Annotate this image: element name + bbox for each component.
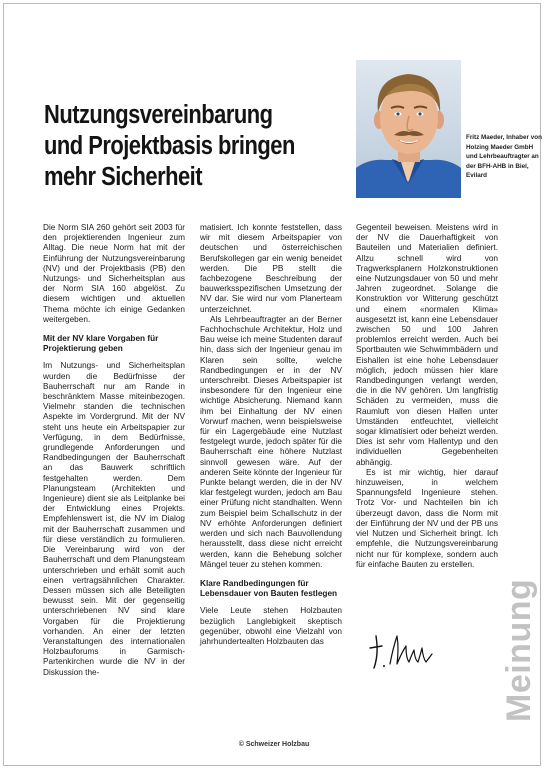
body-paragraph: Viele Leute stehen Holzbauten bezüglich Langlebigkeit skeptisch gegenüber, obwohl eine Vielzahl von jahrhundertealten Holzbauten das <box>200 606 342 646</box>
text-column-3 <box>356 223 498 570</box>
body-paragraph: Als Lehrbeauftragter an der Berner Fachhochschule Architektur, Holz und Bau weise ich meine Studenten darauf hin, dass sich der Ingenieur genau im Klaren sein sollte, welche Randbedingungen er in der NV unterschreibt. Dieses Arbeitspapier ist insbesondere für den Ingenieur eine wichtige Absicherung. Niemand kann ihm bei Einhaltung der NV einen Vorwurf machen, wenn beispielsweise für ein Lagergebäude eine Nutzlast festgelegt wurde, jedoch später für die Bauherrschaft eine höhere Nutzlast sinnvoll gewesen wäre. Auf der anderen Seite könnte der Ingenieur für Punkte belangt werden, die in der NV klar festgelegt wurden, jedoch am Bau einer Prüfung nicht standhalten. Wenn zum Beispiel beim Schallschutz in der NV erhöhte Anforderungen definiert werden und sich nach Bauvollendung herausstellt, dass diese nicht erreicht werden, kann die Behebung solcher Mängel teuer zu stehen kommen. <box>200 314 342 569</box>
intro-paragraph: Die Norm SIA 260 gehört seit 2003 für den projektierenden Ingenieur zum Alltag. Die neue Norm hat mit der Einführung der Nutzungsvereinbarung (NV) und der Projektbasis (PB) den Nutzungs- und Sicherheitsplan aus der Norm SIA 160 abgelöst. Zu diesem wichtigen und aktuellen Thema möchte ich einige Gedanken weitergeben. <box>43 223 185 324</box>
author-signature <box>366 628 436 672</box>
section-heading-lebensdauer: Klare Randbedingungen für Lebensdauer von Bauten festlegen <box>200 578 338 599</box>
text-column-2 <box>200 223 342 647</box>
body-paragraph: Es ist mir wichtig, hier darauf hinzuweisen, in welchem Spannungsfeld Ingenieure stehen. Trotz Vor- und Nachteilen bin ich überzeugt davon, dass die Norm mit der Einführung der NV und der PB uns viel Nutzen und Sicherheit bringt. Ich empfehle, die Nutzungsvereinbarung nicht nur für komplexe, sondern auch für einfache Bauten zu erstellen. <box>356 467 498 569</box>
section-heading-nv: Mit der NV klare Vorgaben für Projektierung geben <box>43 334 159 354</box>
footer-credit: © Schweizer Holzbau <box>238 741 310 748</box>
body-paragraph: Im Nutzungs- und Sicherheitsplan wurden die Bedürfnisse der Bauherrschaft nur am Rande in beschränktem Masse miteinbezogen. Vielmehr standen die technischen Aspekte im Vordergrund. Mit der NV steht uns heute ein Arbeitspapier zur Verfügung, in dem Bedürfnisse, grundlegende Anforderungen und Randbedingungen der Bauherrschaft an das Bauwerk schriftlich festgehalten werden. Dem Planungsteam (Architekten und Ingenieure) dient sie als Leitplanke bei der Entwicklung eines Projekts. Empfehlenswert ist, die NV im Dialog mit der Bauherrschaft zusammen und für diese verständlich zu formulieren. Die Vereinbarung wird von der Bauherrschaft und dem Planungsteam unterschrieben und erhält somit auch einen vertragsähnlichen Charakter. Dessen müssen sich alle Beteiligten bewusst sein. Mit der gegenseitig unterschriebenen NV sind klare Vorgaben für die Projektierung vorhanden. An einer der letzten Veranstaltungen des internationalen Holzbauforums in Garmisch-Partenkirchen wurde die NV in der Diskussion the- <box>43 361 185 677</box>
section-label-vertical: Meinung <box>500 578 538 722</box>
body-paragraph: Gegenteil beweisen. Meistens wird in der NV die Dauerhaftigkeit von Bauteilen und Materialien definiert. Allzu schnell wird von Tragwerksplanern Holzkonstruktionen eine Nutzungsdauer von 50 und mehr Jahren zugeordnet. Solange die Konstruktion vor Witterung geschützt und einem «normalen Klima» ausgesetzt ist, kann eine Lebensdauer zwischen 50 und 100 Jahren problemlos erreicht werden. Auch bei Sportbauten wie Schwimmbädern und Eishallen ist eine hohe Lebensdauer möglich, jedoch müssen hier klare Randbedingungen verlangt werden, die in die NV gehören. Um langfristig Schäden zu vermeiden, muss die Raumluft von diesen Hallen unter Umständen entfeuchtet, vielleicht sogar klimatisiert oder beheizt werden. Dies ist sehr vom Hallentyp und den individuellen Gegebenheiten abhängig. <box>356 223 498 467</box>
text-column-1 <box>43 223 185 678</box>
author-portrait-image <box>356 60 461 198</box>
photo-caption: Fritz Maeder, Inhaber von Holzing Maeder GmbH und Lehrbeauftragter an der BFH-AHB in Biel, Evilard <box>466 134 542 179</box>
article-title: Nutzungsvereinbarung und Projektbasis bringen mehr Sicherheit <box>44 101 295 191</box>
body-paragraph: matisiert. Ich konnte feststellen, dass wir mit diesem Arbeitspapier von deutschen und österreichischen Berufskollegen gar ein wenig beneidet werden. Die PB stellt die fachbezogene Beschreibung der bauwerksspezifischen Umsetzung der NV dar. Sie wird nur vom Planerteam unterzeichnet. <box>200 223 342 314</box>
author-photo <box>356 60 461 198</box>
